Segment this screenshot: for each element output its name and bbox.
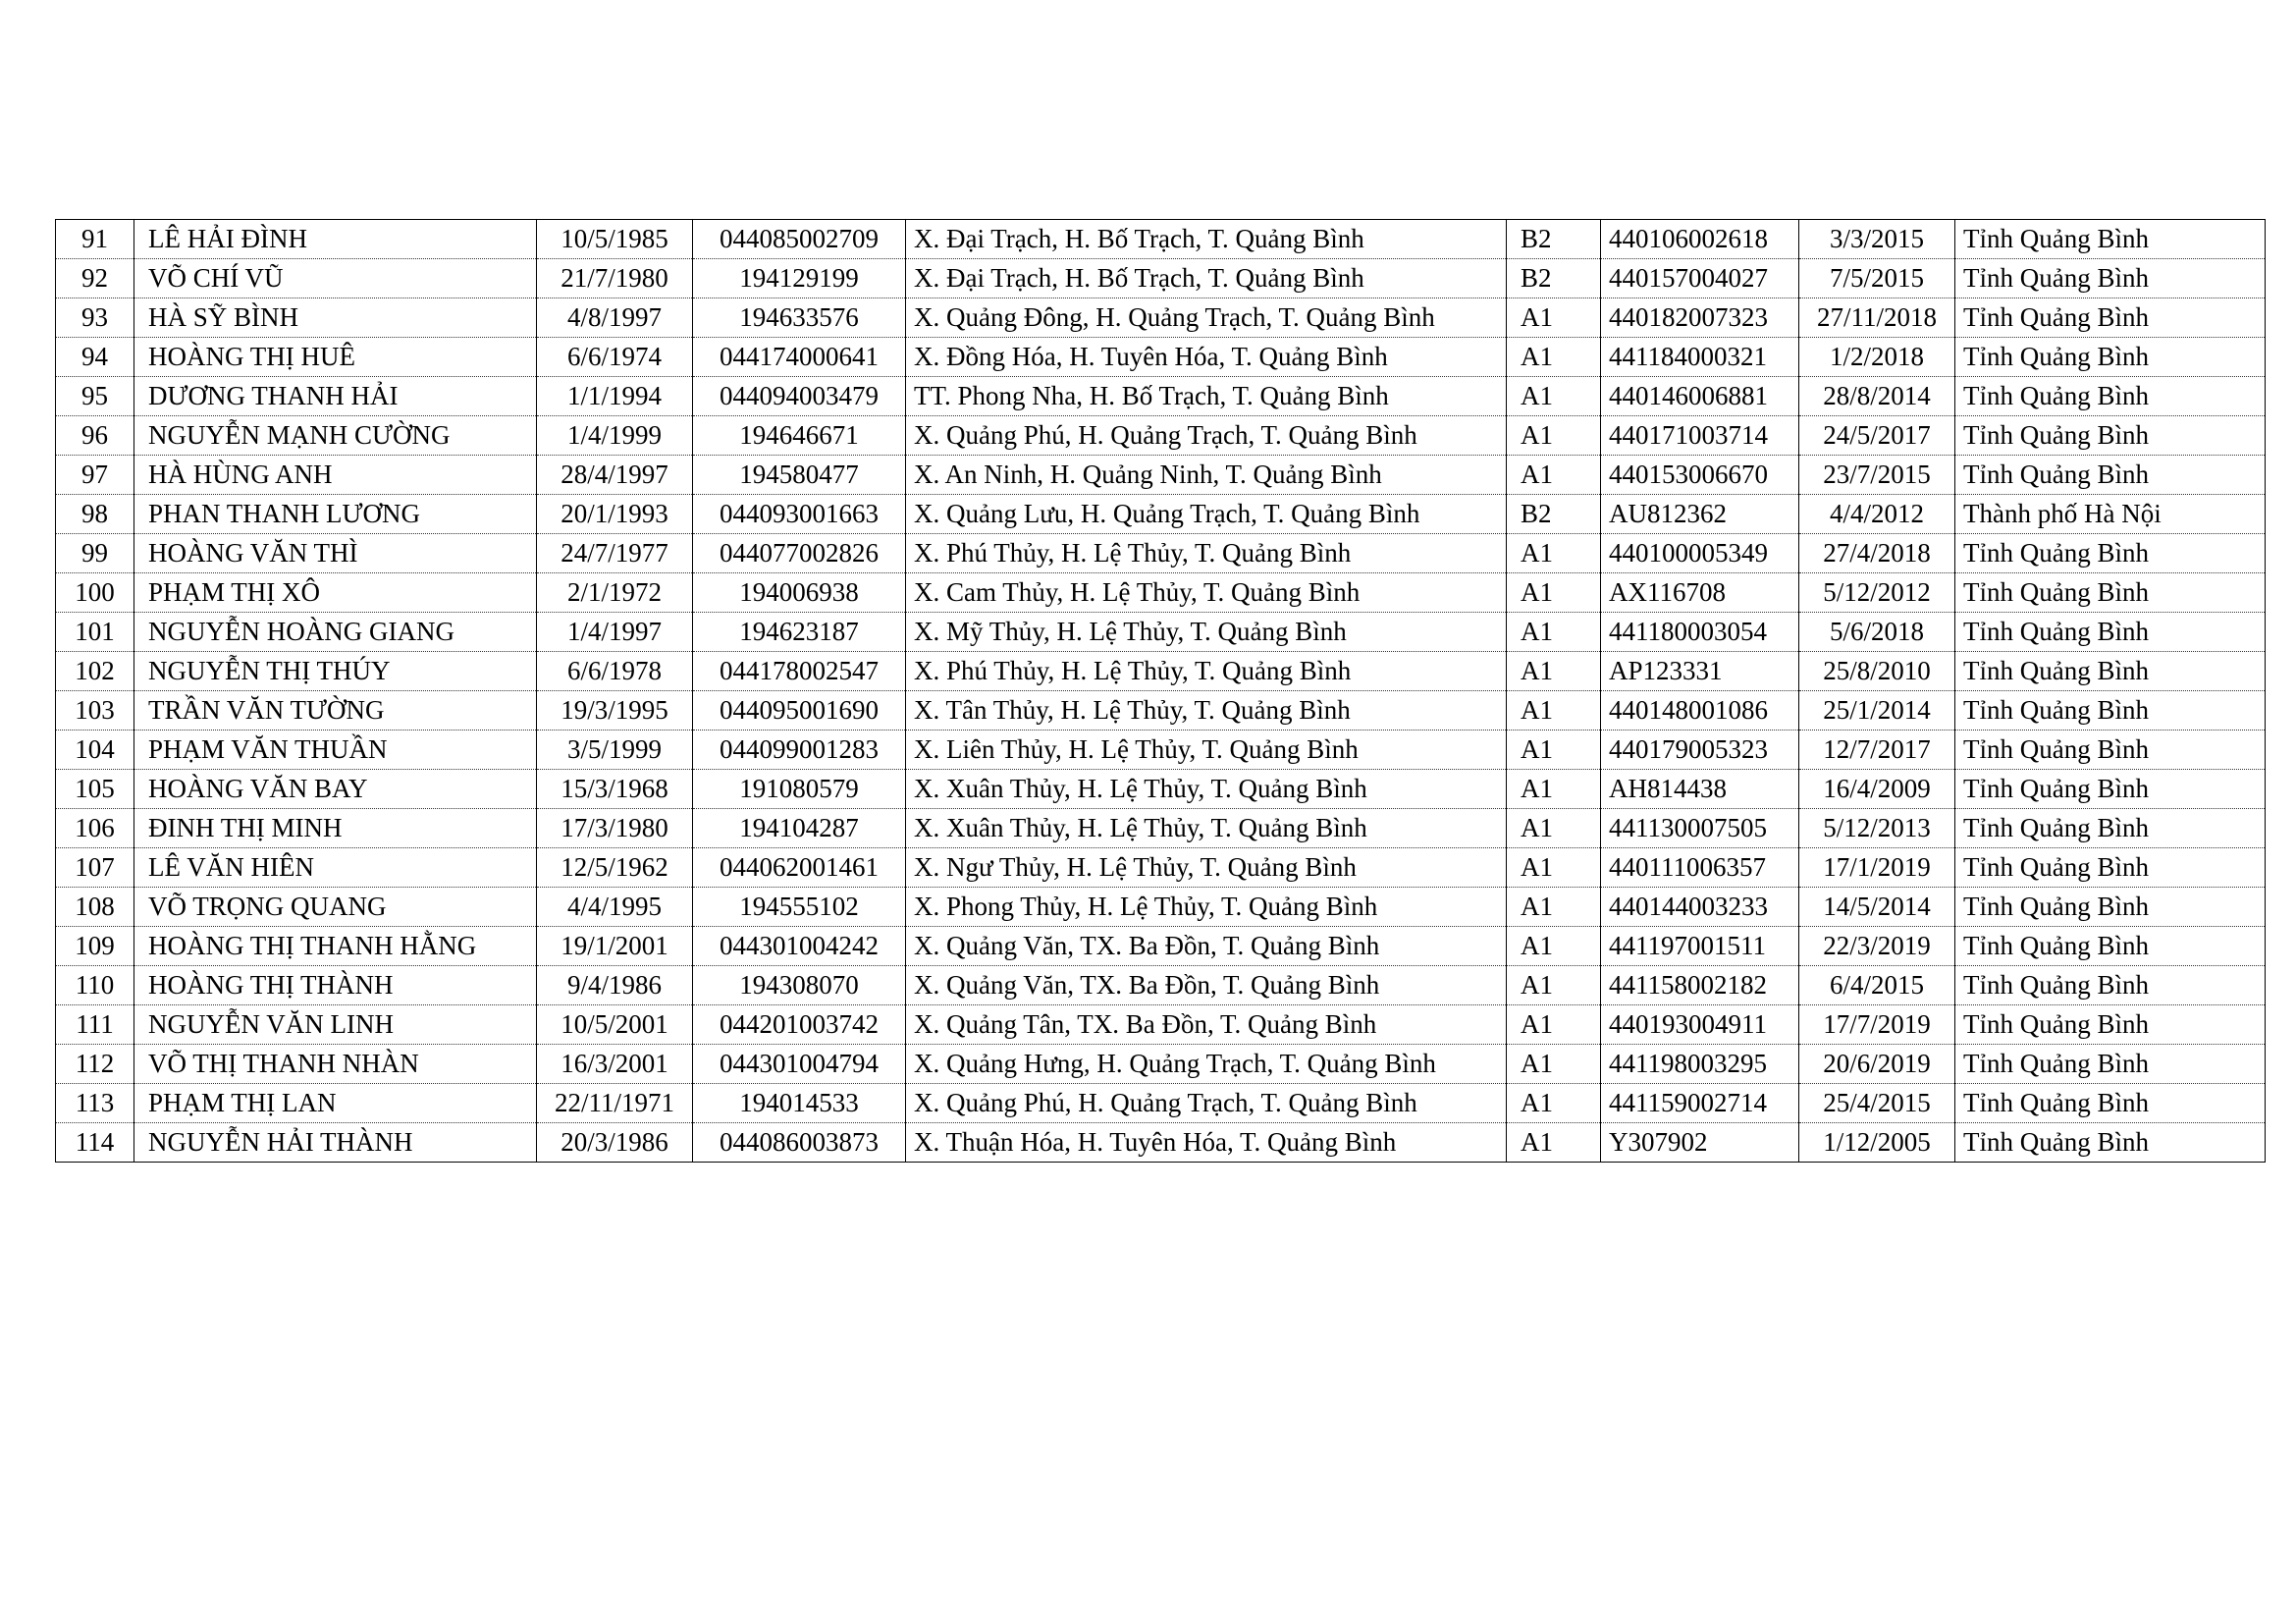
cell-issue-date: 1/2/2018 [1799,338,1955,377]
cell-issue-date: 17/7/2019 [1799,1005,1955,1045]
table-row [56,652,2266,691]
cell-license-number: 440153006670 [1601,456,1799,495]
cell-license-class: A1 [1507,298,1601,338]
cell-full-name: PHAN THANH LƯƠNG [134,495,537,534]
cell-license-class: A1 [1507,1123,1601,1163]
cell-issue-date: 12/7/2017 [1799,731,1955,770]
cell-id-number: 044077002826 [693,534,906,573]
cell-issuing-place: Tỉnh Quảng Bình [1955,416,2266,456]
cell-id-number: 191080579 [693,770,906,809]
cell-address: X. Quảng Phú, H. Quảng Trạch, T. Quảng Bình [906,1084,1507,1123]
cell-address: X. Phong Thủy, H. Lệ Thủy, T. Quảng Bình [906,888,1507,927]
cell-license-class: B2 [1507,220,1601,259]
cell-id-number: 044094003479 [693,377,906,416]
cell-id-number: 194308070 [693,966,906,1005]
cell-full-name: NGUYỄN HẢI THÀNH [134,1123,537,1163]
cell-full-name: ĐINH THỊ MINH [134,809,537,848]
cell-full-name: PHẠM THỊ XÔ [134,573,537,613]
cell-license-number: 440106002618 [1601,220,1799,259]
cell-row-number: 91 [56,220,134,259]
cell-license-class: A1 [1507,416,1601,456]
cell-license-number: 440100005349 [1601,534,1799,573]
cell-row-number: 96 [56,416,134,456]
cell-license-class: A1 [1507,888,1601,927]
table-row [56,1005,2266,1045]
cell-id-number: 044095001690 [693,691,906,731]
cell-full-name: VÕ CHÍ VŨ [134,259,537,298]
cell-full-name: PHẠM VĂN THUẦN [134,731,537,770]
cell-row-number: 108 [56,888,134,927]
cell-license-number: 440148001086 [1601,691,1799,731]
cell-birth-date: 28/4/1997 [537,456,693,495]
cell-id-number: 044085002709 [693,220,906,259]
table-row [56,220,2266,259]
table-row [56,691,2266,731]
cell-row-number: 106 [56,809,134,848]
table-row [56,848,2266,888]
cell-row-number: 95 [56,377,134,416]
cell-row-number: 93 [56,298,134,338]
cell-license-class: B2 [1507,495,1601,534]
cell-full-name: NGUYỄN MẠNH CƯỜNG [134,416,537,456]
cell-address: X. Quảng Hưng, H. Quảng Trạch, T. Quảng Bình [906,1045,1507,1084]
cell-issuing-place: Tỉnh Quảng Bình [1955,1084,2266,1123]
cell-license-number: 440171003714 [1601,416,1799,456]
cell-row-number: 111 [56,1005,134,1045]
cell-birth-date: 20/1/1993 [537,495,693,534]
cell-birth-date: 3/5/1999 [537,731,693,770]
cell-id-number: 044086003873 [693,1123,906,1163]
cell-row-number: 113 [56,1084,134,1123]
table-row [56,1045,2266,1084]
cell-issuing-place: Tỉnh Quảng Bình [1955,966,2266,1005]
cell-row-number: 99 [56,534,134,573]
cell-full-name: HOÀNG THỊ THANH HẰNG [134,927,537,966]
table-row [56,416,2266,456]
cell-issuing-place: Tỉnh Quảng Bình [1955,534,2266,573]
cell-birth-date: 24/7/1977 [537,534,693,573]
cell-license-class: A1 [1507,691,1601,731]
cell-full-name: NGUYỄN HOÀNG GIANG [134,613,537,652]
cell-full-name: PHẠM THỊ LAN [134,1084,537,1123]
cell-issuing-place: Thành phố Hà Nội [1955,495,2266,534]
cell-issuing-place: Tỉnh Quảng Bình [1955,691,2266,731]
cell-row-number: 100 [56,573,134,613]
cell-license-class: A1 [1507,1045,1601,1084]
cell-full-name: NGUYỄN VĂN LINH [134,1005,537,1045]
cell-birth-date: 2/1/1972 [537,573,693,613]
cell-issue-date: 25/1/2014 [1799,691,1955,731]
cell-address: X. Đại Trạch, H. Bố Trạch, T. Quảng Bình [906,220,1507,259]
table-row [56,338,2266,377]
cell-issuing-place: Tỉnh Quảng Bình [1955,770,2266,809]
cell-birth-date: 19/3/1995 [537,691,693,731]
cell-birth-date: 12/5/1962 [537,848,693,888]
cell-full-name: LÊ HẢI ĐÌNH [134,220,537,259]
cell-license-number: 440182007323 [1601,298,1799,338]
cell-issuing-place: Tỉnh Quảng Bình [1955,809,2266,848]
cell-license-class: A1 [1507,927,1601,966]
cell-license-class: A1 [1507,652,1601,691]
cell-license-number: 441180003054 [1601,613,1799,652]
cell-birth-date: 10/5/1985 [537,220,693,259]
cell-license-number: 440193004911 [1601,1005,1799,1045]
cell-license-number: 440111006357 [1601,848,1799,888]
cell-issuing-place: Tỉnh Quảng Bình [1955,456,2266,495]
cell-row-number: 101 [56,613,134,652]
cell-license-number: 441197001511 [1601,927,1799,966]
cell-issuing-place: Tỉnh Quảng Bình [1955,338,2266,377]
cell-address: X. Liên Thủy, H. Lệ Thủy, T. Quảng Bình [906,731,1507,770]
cell-issuing-place: Tỉnh Quảng Bình [1955,652,2266,691]
cell-license-number: 441130007505 [1601,809,1799,848]
cell-issuing-place: Tỉnh Quảng Bình [1955,298,2266,338]
table-row [56,1123,2266,1163]
cell-issue-date: 16/4/2009 [1799,770,1955,809]
cell-issuing-place: Tỉnh Quảng Bình [1955,613,2266,652]
cell-issue-date: 20/6/2019 [1799,1045,1955,1084]
cell-issuing-place: Tỉnh Quảng Bình [1955,377,2266,416]
cell-address: X. Tân Thủy, H. Lệ Thủy, T. Quảng Bình [906,691,1507,731]
table-row [56,1084,2266,1123]
cell-license-number: AP123331 [1601,652,1799,691]
cell-issue-date: 1/12/2005 [1799,1123,1955,1163]
cell-id-number: 044178002547 [693,652,906,691]
cell-license-class: A1 [1507,613,1601,652]
cell-id-number: 044301004242 [693,927,906,966]
cell-full-name: NGUYỄN THỊ THÚY [134,652,537,691]
cell-issue-date: 17/1/2019 [1799,848,1955,888]
cell-birth-date: 1/4/1999 [537,416,693,456]
cell-issue-date: 7/5/2015 [1799,259,1955,298]
cell-address: X. Quảng Văn, TX. Ba Đồn, T. Quảng Bình [906,927,1507,966]
cell-birth-date: 21/7/1980 [537,259,693,298]
table-row [56,456,2266,495]
cell-issuing-place: Tỉnh Quảng Bình [1955,1045,2266,1084]
cell-row-number: 109 [56,927,134,966]
cell-issue-date: 5/12/2012 [1799,573,1955,613]
cell-license-class: B2 [1507,259,1601,298]
cell-issuing-place: Tỉnh Quảng Bình [1955,848,2266,888]
cell-license-number: 440146006881 [1601,377,1799,416]
cell-id-number: 044174000641 [693,338,906,377]
cell-issue-date: 14/5/2014 [1799,888,1955,927]
cell-license-class: A1 [1507,573,1601,613]
cell-birth-date: 16/3/2001 [537,1045,693,1084]
cell-license-class: A1 [1507,770,1601,809]
cell-license-class: A1 [1507,456,1601,495]
cell-full-name: HÀ SỸ BÌNH [134,298,537,338]
records-table [55,219,2266,1163]
cell-address: X. Xuân Thủy, H. Lệ Thủy, T. Quảng Bình [906,809,1507,848]
cell-address: X. Phú Thủy, H. Lệ Thủy, T. Quảng Bình [906,534,1507,573]
cell-issue-date: 5/6/2018 [1799,613,1955,652]
cell-address: X. Quảng Phú, H. Quảng Trạch, T. Quảng Bình [906,416,1507,456]
cell-row-number: 92 [56,259,134,298]
cell-birth-date: 4/4/1995 [537,888,693,927]
cell-address: X. Phú Thủy, H. Lệ Thủy, T. Quảng Bình [906,652,1507,691]
cell-row-number: 105 [56,770,134,809]
table-row [56,731,2266,770]
table-row [56,573,2266,613]
cell-id-number: 194646671 [693,416,906,456]
cell-issuing-place: Tỉnh Quảng Bình [1955,1123,2266,1163]
cell-full-name: DƯƠNG THANH HẢI [134,377,537,416]
cell-license-number: AX116708 [1601,573,1799,613]
cell-id-number: 044201003742 [693,1005,906,1045]
cell-address: X. Mỹ Thủy, H. Lệ Thủy, T. Quảng Bình [906,613,1507,652]
cell-birth-date: 1/1/1994 [537,377,693,416]
cell-row-number: 94 [56,338,134,377]
table-row [56,613,2266,652]
cell-full-name: LÊ VĂN HIÊN [134,848,537,888]
cell-license-number: AU812362 [1601,495,1799,534]
table-row [56,377,2266,416]
cell-issuing-place: Tỉnh Quảng Bình [1955,888,2266,927]
cell-license-class: A1 [1507,966,1601,1005]
cell-license-class: A1 [1507,1084,1601,1123]
cell-issuing-place: Tỉnh Quảng Bình [1955,927,2266,966]
cell-license-class: A1 [1507,534,1601,573]
cell-license-number: 440179005323 [1601,731,1799,770]
cell-row-number: 114 [56,1123,134,1163]
cell-address: X. Thuận Hóa, H. Tuyên Hóa, T. Quảng Bình [906,1123,1507,1163]
cell-id-number: 044093001663 [693,495,906,534]
table-row [56,298,2266,338]
cell-id-number: 194633576 [693,298,906,338]
cell-license-number: 441198003295 [1601,1045,1799,1084]
cell-birth-date: 1/4/1997 [537,613,693,652]
cell-id-number: 044099001283 [693,731,906,770]
cell-birth-date: 19/1/2001 [537,927,693,966]
cell-address: X. Xuân Thủy, H. Lệ Thủy, T. Quảng Bình [906,770,1507,809]
cell-issuing-place: Tỉnh Quảng Bình [1955,573,2266,613]
cell-row-number: 107 [56,848,134,888]
cell-birth-date: 10/5/2001 [537,1005,693,1045]
cell-birth-date: 17/3/1980 [537,809,693,848]
cell-license-class: A1 [1507,377,1601,416]
cell-id-number: 194623187 [693,613,906,652]
table-row [56,966,2266,1005]
table-row [56,888,2266,927]
cell-row-number: 97 [56,456,134,495]
cell-row-number: 103 [56,691,134,731]
cell-birth-date: 22/11/1971 [537,1084,693,1123]
cell-license-class: A1 [1507,731,1601,770]
cell-issue-date: 22/3/2019 [1799,927,1955,966]
cell-full-name: HOÀNG VĂN BAY [134,770,537,809]
cell-id-number: 194555102 [693,888,906,927]
cell-birth-date: 15/3/1968 [537,770,693,809]
cell-id-number: 194580477 [693,456,906,495]
cell-address: X. Quảng Đông, H. Quảng Trạch, T. Quảng Bình [906,298,1507,338]
cell-id-number: 194006938 [693,573,906,613]
cell-birth-date: 6/6/1974 [537,338,693,377]
cell-full-name: HÀ HÙNG ANH [134,456,537,495]
cell-row-number: 110 [56,966,134,1005]
cell-license-number: AH814438 [1601,770,1799,809]
table-row [56,495,2266,534]
cell-id-number: 044301004794 [693,1045,906,1084]
table-row [56,927,2266,966]
table-row [56,259,2266,298]
cell-license-number: 441184000321 [1601,338,1799,377]
cell-issue-date: 3/3/2015 [1799,220,1955,259]
cell-row-number: 102 [56,652,134,691]
cell-license-class: A1 [1507,338,1601,377]
cell-address: X. Cam Thủy, H. Lệ Thủy, T. Quảng Bình [906,573,1507,613]
cell-issue-date: 5/12/2013 [1799,809,1955,848]
cell-address: X. Quảng Văn, TX. Ba Đồn, T. Quảng Bình [906,966,1507,1005]
cell-full-name: HOÀNG THỊ THÀNH [134,966,537,1005]
table-row [56,809,2266,848]
cell-issue-date: 27/4/2018 [1799,534,1955,573]
cell-issue-date: 23/7/2015 [1799,456,1955,495]
cell-id-number: 194014533 [693,1084,906,1123]
cell-full-name: HOÀNG THỊ HUÊ [134,338,537,377]
cell-full-name: HOÀNG VĂN THÌ [134,534,537,573]
cell-license-number: 441159002714 [1601,1084,1799,1123]
cell-address: X. Đại Trạch, H. Bố Trạch, T. Quảng Bình [906,259,1507,298]
cell-row-number: 98 [56,495,134,534]
cell-issue-date: 24/5/2017 [1799,416,1955,456]
cell-address: X. Đồng Hóa, H. Tuyên Hóa, T. Quảng Bình [906,338,1507,377]
cell-issue-date: 4/4/2012 [1799,495,1955,534]
cell-issue-date: 25/4/2015 [1799,1084,1955,1123]
cell-full-name: VÕ THỊ THANH NHÀN [134,1045,537,1084]
cell-id-number: 044062001461 [693,848,906,888]
cell-address: X. Quảng Lưu, H. Quảng Trạch, T. Quảng Bình [906,495,1507,534]
cell-row-number: 112 [56,1045,134,1084]
cell-birth-date: 6/6/1978 [537,652,693,691]
cell-birth-date: 9/4/1986 [537,966,693,1005]
cell-license-class: A1 [1507,809,1601,848]
cell-license-class: A1 [1507,848,1601,888]
cell-id-number: 194104287 [693,809,906,848]
cell-address: X. An Ninh, H. Quảng Ninh, T. Quảng Bình [906,456,1507,495]
cell-issuing-place: Tỉnh Quảng Bình [1955,731,2266,770]
cell-license-number: 440157004027 [1601,259,1799,298]
cell-id-number: 194129199 [693,259,906,298]
cell-issuing-place: Tỉnh Quảng Bình [1955,259,2266,298]
cell-issuing-place: Tỉnh Quảng Bình [1955,220,2266,259]
cell-full-name: VÕ TRỌNG QUANG [134,888,537,927]
cell-license-number: 440144003233 [1601,888,1799,927]
cell-issue-date: 6/4/2015 [1799,966,1955,1005]
cell-row-number: 104 [56,731,134,770]
cell-birth-date: 20/3/1986 [537,1123,693,1163]
cell-license-number: Y307902 [1601,1123,1799,1163]
cell-address: TT. Phong Nha, H. Bố Trạch, T. Quảng Bình [906,377,1507,416]
cell-address: X. Ngư Thủy, H. Lệ Thủy, T. Quảng Bình [906,848,1507,888]
cell-issue-date: 25/8/2010 [1799,652,1955,691]
cell-full-name: TRẦN VĂN TƯỜNG [134,691,537,731]
cell-birth-date: 4/8/1997 [537,298,693,338]
cell-issue-date: 28/8/2014 [1799,377,1955,416]
cell-address: X. Quảng Tân, TX. Ba Đồn, T. Quảng Bình [906,1005,1507,1045]
table-row [56,770,2266,809]
table-body [56,220,2266,1163]
cell-license-number: 441158002182 [1601,966,1799,1005]
table-row [56,534,2266,573]
cell-issuing-place: Tỉnh Quảng Bình [1955,1005,2266,1045]
cell-issue-date: 27/11/2018 [1799,298,1955,338]
cell-license-class: A1 [1507,1005,1601,1045]
